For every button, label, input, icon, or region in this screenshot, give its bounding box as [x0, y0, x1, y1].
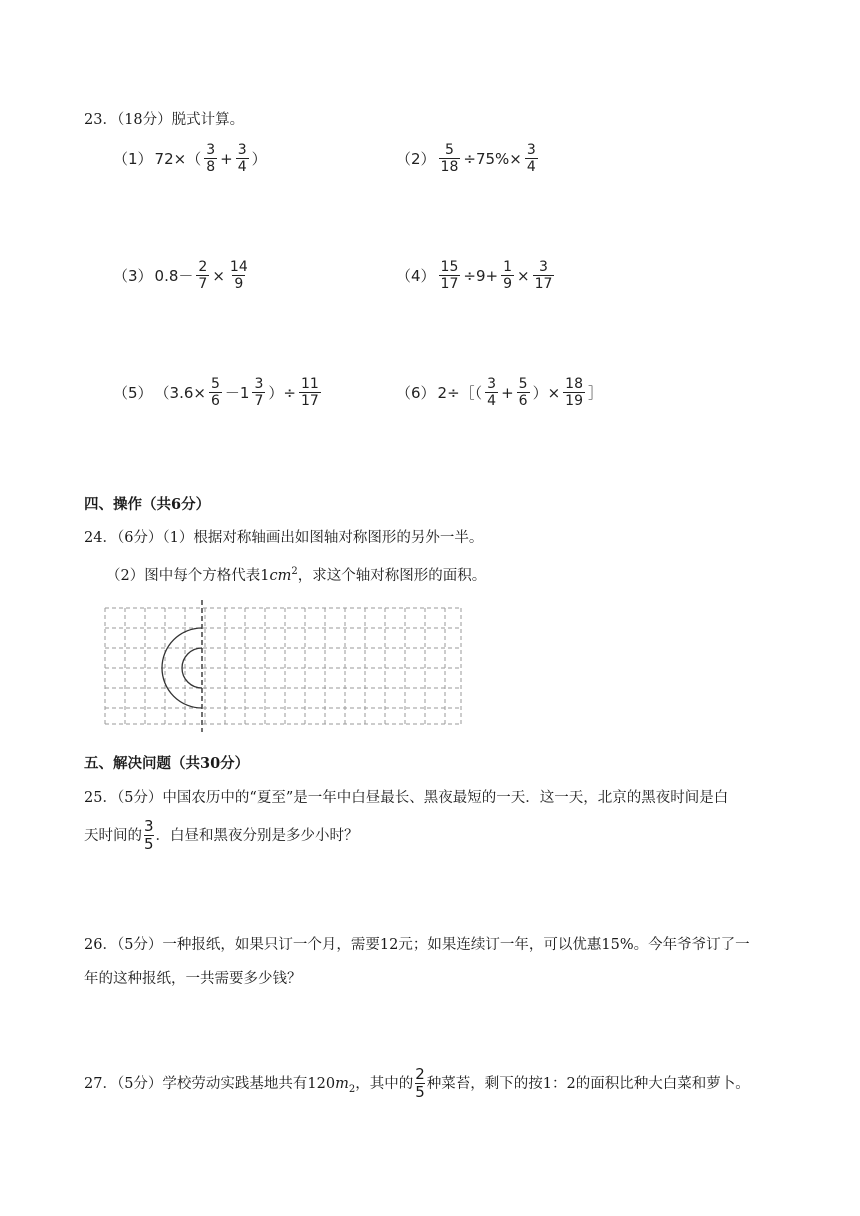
- fraction: $\frac{5}{18}$: [440, 142, 459, 175]
- fraction: $\frac{3}{4}$: [526, 142, 536, 175]
- fraction: $\frac{2}{7}$: [198, 259, 208, 292]
- expr-text: （3.6×: [154, 384, 206, 402]
- text: 种菜苔，剩下的按1：2的面积比种大白菜和萝卜。: [426, 1075, 750, 1092]
- q23-item-5: [113, 376, 322, 409]
- expr-text: 0.8－: [154, 267, 194, 285]
- q23-header: 23．（18分）脱式计算。: [84, 112, 245, 128]
- item-label: （2）: [396, 150, 436, 168]
- operator: ×: [516, 266, 530, 285]
- text: ．白昼和黑夜分别是多少小时？: [155, 827, 359, 844]
- item-label: （6）: [396, 384, 436, 402]
- fraction: $\frac{3}{4}$: [487, 376, 497, 409]
- expr-text: 2÷［（: [437, 384, 483, 402]
- operator: +: [220, 149, 233, 168]
- q23-item-1: [113, 142, 267, 175]
- superscript: 2: [348, 1084, 356, 1095]
- expr-text: ］: [588, 384, 604, 402]
- item-label: （4）: [396, 267, 436, 285]
- operator: ×: [212, 266, 225, 285]
- q26-line1: 26．（5分）一种报纸，如果只订一个月，需要12元；如果连续订一年，可以优惠15%。今年爷爷订了一: [84, 937, 750, 953]
- expr-text: ÷75%×: [463, 149, 522, 168]
- item-label: （1）: [113, 150, 153, 168]
- q23-item-4: [396, 259, 555, 292]
- q23-item-2: [396, 142, 539, 175]
- fraction: $\frac{5}{6}$: [210, 376, 220, 409]
- grid-lines: [105, 608, 461, 724]
- q24-line1: 24．（6分）（1）根据对称轴画出如图轴对称图形的另外一半。: [84, 530, 484, 546]
- operator: +: [501, 383, 514, 402]
- text: 天时间的: [84, 827, 142, 844]
- fraction: $\frac{1}{9}$: [503, 259, 512, 292]
- text: （2）图中每个方格代表1: [106, 567, 270, 584]
- fraction: $\frac{3}{17}$: [534, 259, 553, 292]
- item-label: （5）: [113, 384, 153, 402]
- q26-line2: 年的这种报纸，一共需要多少钱？: [84, 971, 302, 987]
- fraction: $\frac{5}{6}$: [518, 376, 528, 409]
- unit: cm: [269, 567, 292, 584]
- fraction: 2 5: [415, 1065, 425, 1101]
- fraction: $\frac{18}{19}$: [565, 376, 583, 409]
- symmetry-grid-figure: [100, 600, 466, 732]
- fraction: $\frac{3}{7}$: [254, 376, 264, 409]
- fraction: $\frac{14}{9}$: [229, 259, 248, 292]
- expr-text: 72×（: [154, 150, 202, 168]
- expr-text: ）÷: [268, 384, 296, 402]
- item-label: （3）: [113, 267, 153, 285]
- fraction: 3 5: [144, 817, 154, 853]
- q27-line1: [84, 1066, 750, 1101]
- q23-item-3: [113, 259, 251, 292]
- q25-line1: 25．（5分）中国农历中的“夏至”是一年中白昼最长、黑夜最短的一天．这一天，北京的黑夜时间是白: [84, 790, 729, 806]
- expr-text: ）×: [532, 384, 561, 402]
- q25-line2: [84, 818, 359, 853]
- expr-text: －1: [224, 384, 250, 402]
- text: ，其中的: [355, 1075, 414, 1092]
- superscript: 2: [291, 566, 298, 577]
- section-heading-5: 五、解决问题（共30分）: [84, 755, 250, 772]
- fraction: $\frac{3}{8}$: [206, 142, 216, 175]
- expr-text: ）: [251, 150, 267, 168]
- section-heading-4: 四、操作（共6分）: [84, 496, 211, 513]
- text: ，求这个轴对称图形的面积。: [297, 567, 487, 584]
- unit: m: [335, 1075, 349, 1092]
- fraction: $\frac{15}{17}$: [440, 259, 459, 292]
- q23-item-6: [396, 376, 603, 409]
- fraction: $\frac{11}{17}$: [300, 376, 319, 409]
- q24-line2: [106, 562, 486, 586]
- fraction: $\frac{3}{4}$: [237, 142, 247, 175]
- text: 27．（5分）学校劳动实践基地共有120: [84, 1075, 336, 1092]
- expr-text: ÷9+: [463, 266, 499, 285]
